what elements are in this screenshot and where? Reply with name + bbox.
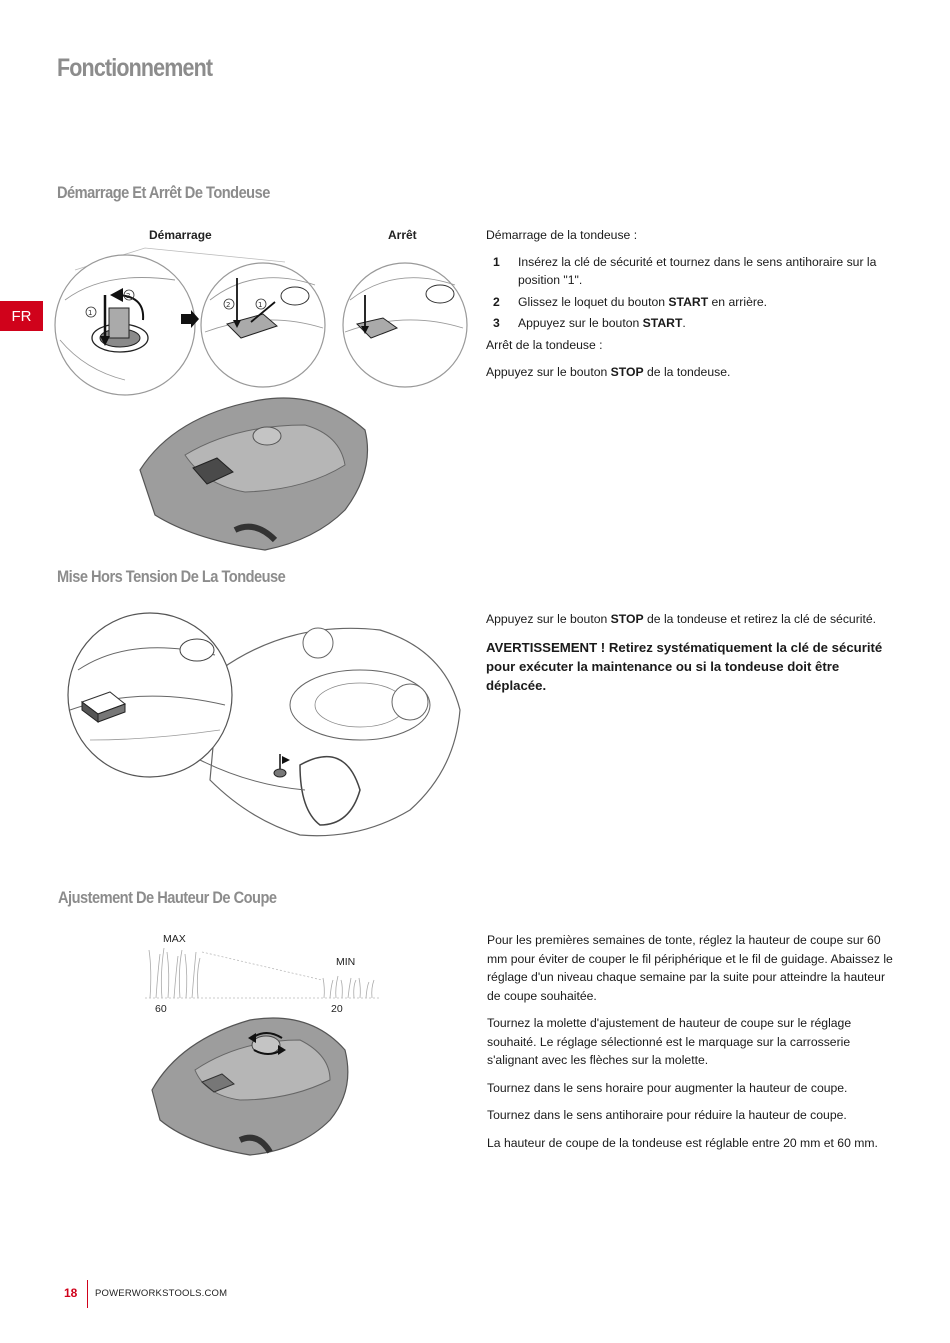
warning-text: AVERTISSEMENT ! Retirez systématiquement la clé de sécurité pour exécuter la maintenance ou si la tondeuse doit être déplacée.: [486, 639, 883, 693]
step-number: 2: [493, 294, 500, 309]
stop-text: [486, 363, 896, 382]
footer-website: POWERWORKSTOOLS.COM: [95, 1288, 228, 1299]
page-number: 18: [64, 1286, 78, 1300]
step-text: .: [682, 316, 686, 330]
start-steps-list: [486, 253, 896, 333]
section-title-start-stop: Démarrage Et Arrêt De Tondeuse: [57, 183, 270, 202]
section3-text: [487, 931, 897, 1161]
power-off-text-pre: Appuyez sur le bouton: [486, 612, 611, 626]
section-title-cutting-height: Ajustement De Hauteur De Coupe: [58, 888, 277, 907]
language-tab-label: FR: [11, 307, 32, 325]
power-off-text: [486, 610, 896, 629]
svg-text:2: 2: [226, 301, 231, 309]
step-text: Insérez la clé de sécurité et tournez dans le sens antihoraire sur la position "1".: [518, 254, 877, 287]
step-item: [486, 314, 896, 333]
svg-text:1: 1: [88, 309, 93, 317]
start-stop-illustration: [45, 240, 475, 570]
cutting-height-paragraph: Pour les premières semaines de tonte, réglez la hauteur de coupe sur 60 mm pour éviter de couper le fil périphérique et le fil de guidage. Abaissez le réglage d'un niveau chaque semaine par la suite pour atteindre la hauteur de coupe souhaitée.: [487, 933, 893, 1003]
label-60: 60: [155, 1003, 167, 1015]
step-number: 1: [493, 254, 500, 269]
power-off-keyword: STOP: [610, 612, 644, 626]
language-tab: [0, 301, 43, 331]
figure-label-stop: Arrêt: [388, 228, 417, 242]
cutting-height-illustration: [140, 940, 390, 1170]
section-title-power-off: Mise Hors Tension De La Tondeuse: [57, 567, 286, 586]
stop-keyword: STOP: [610, 365, 644, 379]
figure-label-start: Démarrage: [149, 228, 212, 242]
svg-text:2: 2: [126, 292, 131, 300]
step-keyword: START: [642, 316, 683, 330]
section1-text: [486, 226, 896, 391]
step-item: [486, 293, 896, 312]
label-max: MAX: [163, 933, 186, 945]
step-text: Appuyez sur le bouton: [518, 316, 643, 330]
stop-text-post: de la tondeuse.: [643, 365, 731, 379]
cutting-height-paragraph: La hauteur de coupe de la tondeuse est réglable entre 20 mm et 60 mm.: [487, 1135, 878, 1150]
step-number: 3: [493, 316, 500, 330]
label-min: MIN: [336, 956, 356, 968]
page-title: Fonctionnement: [57, 54, 213, 82]
power-off-illustration: [60, 610, 470, 850]
section2-text: [486, 610, 896, 704]
cutting-height-paragraph: Tournez dans le sens antihoraire pour réduire la hauteur de coupe.: [487, 1108, 847, 1122]
start-intro: Démarrage de la tondeuse :: [486, 228, 638, 242]
cutting-height-paragraph: Tournez la molette d'ajustement de hauteur de coupe sur le réglage souhaité. Le réglage sélectionné est le marquage sur la carrosserie s'alignant avec les flèches sur la molette.: [487, 1016, 852, 1067]
svg-text:1: 1: [258, 301, 263, 309]
step-item: [486, 253, 896, 290]
step-text: en arrière.: [708, 294, 768, 309]
stop-text-pre: Appuyez sur le bouton: [486, 365, 611, 379]
step-text: Glissez le loquet du bouton: [518, 294, 669, 309]
step-keyword: START: [668, 294, 709, 309]
label-20: 20: [331, 1003, 343, 1015]
cutting-height-paragraph: Tournez dans le sens horaire pour augmenter la hauteur de coupe.: [487, 1080, 848, 1095]
stop-intro: Arrêt de la tondeuse :: [486, 337, 603, 352]
power-off-text-post: de la tondeuse et retirez la clé de sécurité.: [643, 612, 877, 626]
footer-divider: [87, 1280, 88, 1308]
